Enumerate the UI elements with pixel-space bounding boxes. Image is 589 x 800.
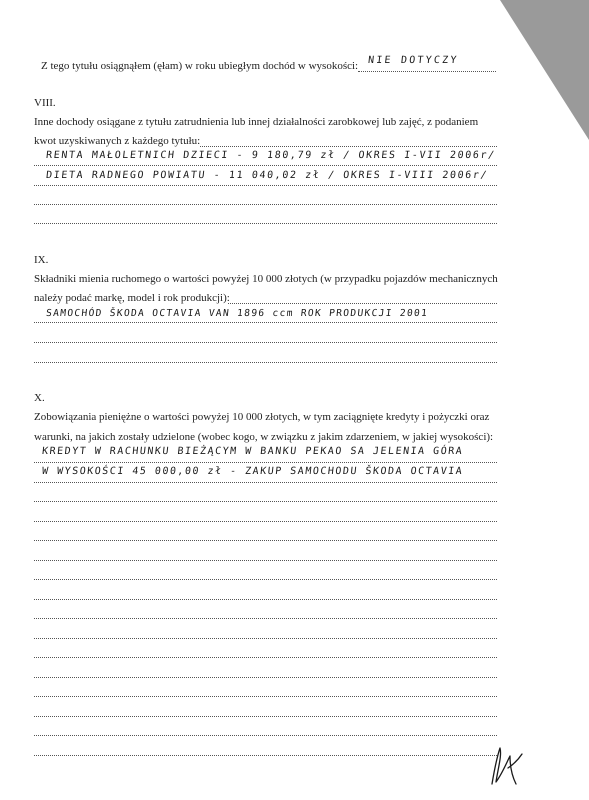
section-viii-text-line1: Inne dochody osiągane z tytułu zatrudnienia lub innej działalności zarobkowej lub zajęć, z podaniem xyxy=(34,116,479,128)
section-x-dotted-line xyxy=(34,637,497,639)
section-ix-dotted-line xyxy=(34,361,497,363)
section-x-dotted-line xyxy=(34,461,497,463)
section-x-number: X. xyxy=(34,392,45,404)
section-x-dotted-line xyxy=(34,695,497,697)
section-x-text-line1: Zobowiązania pieniężne o wartości powyżej 10 000 złotych, w tym zaciągnięte kredyty i pożyczki oraz xyxy=(34,411,490,423)
page-corner-shadow xyxy=(500,0,589,140)
income-value: NIE DOTYCZY xyxy=(367,55,460,66)
section-ix-dotted-line xyxy=(34,341,497,343)
income-dotted-line xyxy=(358,70,496,72)
section-viii-entry: RENTA MAŁOLETNICH DZIECI - 9 180,79 zł / OKRES I-VII 2006r/ xyxy=(45,150,497,161)
section-x-entry: KREDYT W RACHUNKU BIEŻĄCYM W BANKU PEKAO SA JELENIA GÓRA xyxy=(41,446,464,457)
income-label: Z tego tytułu osiągnąłem (ęłam) w roku ubiegłym dochód w wysokości: xyxy=(41,60,359,72)
section-x-dotted-line xyxy=(34,715,497,717)
section-x-dotted-line xyxy=(34,676,497,678)
section-viii-dotted-line xyxy=(34,203,497,205)
section-ix-text-line1: Składniki mienia ruchomego o wartości powyżej 10 000 złotych (w przypadku pojazdów mechanicznych xyxy=(34,273,498,285)
section-viii-dotted-line xyxy=(34,222,497,224)
section-x-dotted-line xyxy=(34,481,497,483)
section-x-dotted-line xyxy=(34,598,497,600)
section-viii-number: VIII. xyxy=(34,97,56,109)
section-ix-number: IX. xyxy=(34,254,49,266)
section-viii-text-line2: kwot uzyskiwanych z każdego tytułu: xyxy=(34,135,201,147)
section-viii-entry: DIETA RADNEGO POWIATU - 11 040,02 zł / OKRES I-VIII 2006r/ xyxy=(45,170,489,181)
section-viii-dotted-line xyxy=(200,145,497,147)
section-x-dotted-line xyxy=(34,578,497,580)
section-x-dotted-line xyxy=(34,734,497,736)
section-ix-dotted-line xyxy=(34,321,497,323)
section-ix-entry: SAMOCHÓD ŠKODA OCTAVIA VAN 1896 ccm ROK PRODUKCJI 2001 xyxy=(45,308,429,319)
section-x-dotted-line xyxy=(34,520,497,522)
section-ix-text-line2: należy podać markę, model i rok produkcji): xyxy=(34,292,230,304)
section-x-dotted-line xyxy=(34,656,497,658)
section-x-text-line2: warunki, na jakich zostały udzielone (wobec kogo, w związku z jakim zdarzeniem, w jakiej wysokości): xyxy=(34,431,494,443)
section-x-dotted-line xyxy=(34,500,497,502)
signature-mark xyxy=(486,738,526,790)
section-x-entry: W WYSOKOŚCI 45 000,00 zł - ZAKUP SAMOCHODU ŠKODA OCTAVIA xyxy=(41,466,464,477)
section-viii-dotted-line xyxy=(34,184,497,186)
section-x-dotted-line xyxy=(34,617,497,619)
section-x-dotted-line xyxy=(34,559,497,561)
section-ix-dotted-line xyxy=(228,302,497,304)
section-x-dotted-line xyxy=(34,754,497,756)
section-viii-dotted-line xyxy=(34,164,497,166)
section-x-dotted-line xyxy=(34,539,497,541)
